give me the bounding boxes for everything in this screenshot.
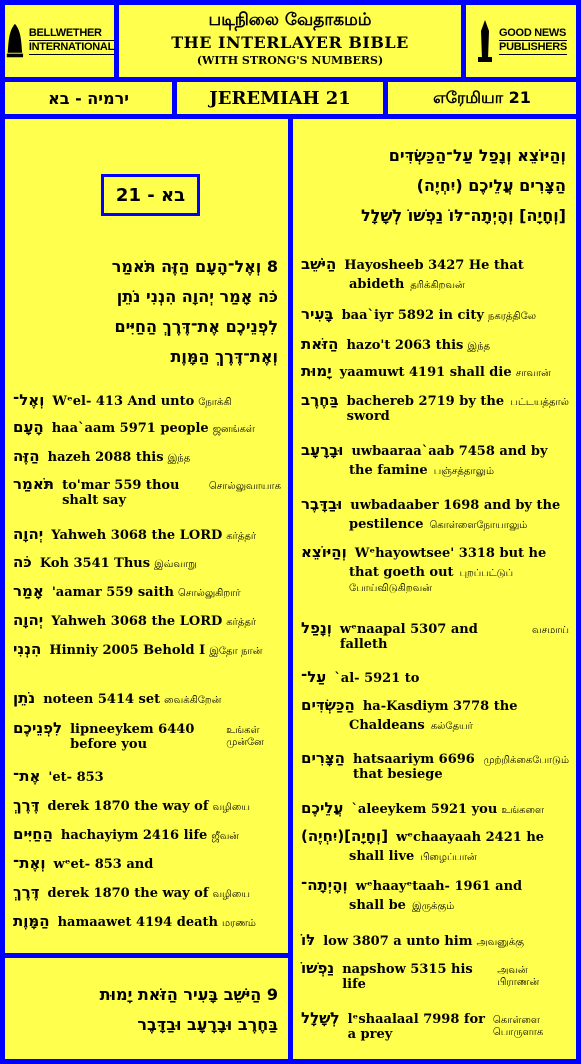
gloss-continued: shall be: [349, 898, 406, 913]
word-entry: [13, 767, 281, 785]
word-entry: [13, 912, 281, 930]
hebrew-word: הַצָּרִים: [301, 749, 345, 767]
word-entry: [301, 696, 569, 733]
hebrew-book-label: ירמיה - בא: [5, 82, 172, 114]
verse-line: לִפְנֵיכֶם אֶת־דֶּרֶךְ הַחַיִּים: [114, 317, 278, 336]
hebrew-word: יְהוָה: [13, 525, 44, 543]
hebrew-word: הִנְנִי: [13, 640, 42, 658]
word-entry: [13, 883, 281, 901]
tamil-gloss: உங்களை: [501, 805, 545, 816]
word-entry: [301, 362, 569, 380]
tamil-gloss: வழியை: [212, 889, 250, 900]
hebrew-word: וְאֶל־: [13, 391, 45, 409]
hebrew-word: הָעָם: [13, 418, 44, 436]
tamil-gloss: கொள்ளைநோயாலும்: [429, 520, 528, 531]
verse-line: וְהַיּוֹצֵא וְנָפַל עַל־הַכַּשְׂדִּים: [388, 146, 566, 165]
hebrew-word: אֶת־: [13, 767, 41, 785]
tamil-book-label: எரேமியா 21: [388, 82, 576, 114]
word-entry: [13, 640, 281, 658]
gloss-continued: shall live: [349, 849, 415, 864]
gloss: baa`iyr 5892 in city: [341, 308, 484, 323]
word-entry: [13, 475, 281, 508]
right-logo-line2: PUBLISHERS: [499, 41, 567, 53]
title-block: [119, 5, 461, 77]
gloss: ha-Kasdiym 3778 the: [362, 699, 518, 714]
gloss-continued: the famine: [349, 463, 428, 478]
left-logo-line1: BELLWETHER: [29, 27, 114, 41]
hebrew-word: הַמָּוֶת: [13, 912, 50, 930]
hebrew-word: בַּחֶרֶב: [301, 391, 339, 409]
hebrew-word: דֶּרֶךְ: [13, 796, 40, 814]
gloss: yaamuwt 4191 shall die: [339, 365, 512, 380]
hebrew-word: הַכַּשְׂדִּים: [301, 696, 355, 714]
tamil-gloss: பிழைப்பான்: [420, 852, 477, 863]
verse-line: [וְחָיָה] וְהָיְתָה־לּוֹ נַפְשׁוֹ לְשָׁלָל: [360, 206, 566, 225]
tamil-gloss: பட்டயத்தால்: [510, 397, 569, 408]
gloss: Koh 3541 Thus: [39, 556, 151, 571]
bell-icon: [5, 20, 25, 62]
word-entry: [13, 825, 281, 843]
hebrew-word: נֹתֵן: [13, 689, 36, 707]
tower-icon: [475, 19, 495, 63]
tamil-gloss: அவனுக்கு: [476, 937, 524, 948]
right-column: [293, 119, 576, 1059]
hebrew-word: (יִחְיֶה)[וְחָיָה]: [301, 827, 389, 845]
gloss: hatsaariym 6696 that besiege: [353, 752, 475, 782]
left-bottom-verse: [5, 958, 288, 1059]
word-entry: [13, 553, 281, 571]
tamil-gloss: வழியை: [212, 802, 250, 813]
tamil-gloss: சாவான்: [515, 368, 551, 379]
hebrew-word: וְהַיּוֹצֵא: [301, 543, 347, 561]
tamil-gloss: கர்த்தர்: [226, 531, 257, 542]
gloss: uwbaaraa`aab 7458 and by: [351, 444, 548, 459]
title-sub: (WITH STRONG'S NUMBERS): [196, 54, 384, 67]
tamil-gloss: புறப்பட்டுப் போய்விடுகிறவன்: [349, 568, 514, 594]
word-entry: [301, 959, 569, 992]
hebrew-word: הַיֹּשֵׁב: [301, 255, 337, 273]
word-entry: [301, 543, 569, 595]
verse-line: 8 וְאֶל־הָעָם הַזֶּה תֹּאמַר: [111, 257, 278, 276]
hebrew-word: כֹּה: [13, 553, 32, 571]
word-entry: [13, 525, 281, 543]
hebrew-word: עֲלֵיכֶם: [301, 799, 344, 817]
hebrew-word: לְשָׁלָל: [301, 1009, 340, 1027]
tamil-gloss: கொள்ளை பொருளாக: [492, 1015, 544, 1038]
verse-line: הַצָּרִים עֲלֵיכֶם (יִחְיֶה): [416, 176, 566, 195]
word-entry: [13, 582, 281, 600]
hebrew-word: לִפְנֵיכֶם: [13, 719, 63, 737]
tamil-gloss: இதோ நான்: [209, 646, 263, 657]
verse-8-hebrew: [8, 252, 278, 372]
hebrew-word: בָּעִיר: [301, 305, 334, 323]
gloss: hazeh 2088 this: [47, 450, 164, 465]
gloss: hazo't 2063 this: [346, 338, 464, 353]
tamil-gloss: சொல்லுவாயாக: [208, 481, 281, 492]
hebrew-word: עַל־: [301, 668, 327, 686]
gloss: Wᵉel- 413 And unto: [52, 394, 195, 409]
verse-line: 9 הַיֹּשֵׁב בָּעִיר הַזֹּאת יָמוּת: [99, 985, 278, 1004]
word-entry: [301, 1009, 569, 1042]
right-logo-line1: GOOD NEWS: [499, 27, 567, 39]
verse-9-continued-hebrew: [306, 141, 566, 231]
hebrew-word: וּבָרָעָב: [301, 441, 344, 459]
left-column: [5, 119, 288, 953]
word-entry: [13, 391, 281, 409]
tamil-gloss: தரிக்கிறவன்: [410, 280, 465, 291]
gloss: low 3807 a unto him: [323, 934, 473, 949]
hebrew-word: נַפְשׁוֹ: [301, 959, 335, 977]
gloss: Yahweh 3068 the LORD: [51, 528, 223, 543]
word-entry: [13, 796, 281, 814]
gloss-continued: that goeth out: [349, 565, 454, 580]
right-logo: [466, 5, 576, 77]
title-main: THE INTERLAYER BIBLE: [171, 33, 409, 52]
gloss: Hayosheeb 3427 He that: [344, 258, 524, 273]
word-entry: [301, 799, 569, 817]
word-entry: [13, 689, 281, 707]
gloss: uwbadaaber 1698 and by the: [350, 498, 561, 513]
word-entry: [301, 931, 569, 949]
verse-line: בַּחֶרֶב וּבָרָעָב וּבַדָּבֶר: [137, 1015, 278, 1034]
gloss: lᵉshaalaal 7998 for a prey: [347, 1012, 486, 1042]
tamil-gloss: பஞ்சத்தாலும்: [433, 466, 495, 477]
hebrew-word: וְנָפַל: [301, 619, 332, 637]
word-entry: [301, 749, 569, 782]
word-entry: [13, 418, 281, 436]
hebrew-word: וּבַדָּבֶר: [301, 495, 343, 513]
word-entry: [301, 876, 569, 913]
word-entry: [301, 827, 569, 864]
gloss: Yahweh 3068 the LORD: [51, 614, 223, 629]
word-entry: [13, 719, 281, 752]
word-entry: [301, 305, 569, 323]
hebrew-word: יְהוָה: [13, 611, 44, 629]
left-logo-line2: INTERNATIONAL: [28, 41, 114, 53]
hebrew-word: לּוֹ: [301, 931, 316, 949]
tamil-gloss: இவ்வாறு: [154, 559, 197, 570]
gloss: Hinniy 2005 Behold I: [49, 643, 206, 658]
gloss: hachayiym 2416 life: [60, 828, 208, 843]
tamil-gloss: மரணம்: [221, 918, 256, 929]
title-tamil: படிநிலை வேதாகமம்: [208, 10, 372, 30]
tamil-gloss: கல்தேயர்: [430, 721, 473, 732]
verse-line: כֹּה אָמַר יְהוָה הִנְנִי נֹתֵן: [116, 287, 278, 306]
gloss: 'et- 853: [48, 770, 104, 785]
hebrew-word: דֶּרֶךְ: [13, 883, 40, 901]
gloss: lipneeykem 6440 before you: [70, 722, 195, 752]
tamil-gloss: வைக்கிறேன்: [164, 695, 222, 706]
english-book-label: JEREMIAH 21: [177, 82, 383, 114]
gloss: Wᵉhayowtsee' 3318 but he: [354, 546, 547, 561]
hebrew-word: הַחַיִּים: [13, 825, 53, 843]
tamil-gloss: சொல்லுகிறார்: [178, 588, 241, 599]
word-entry: [13, 447, 281, 465]
hebrew-word: וְהָיְתָה־: [301, 876, 348, 894]
verse-9-hebrew: [8, 980, 278, 1040]
word-entry: [301, 668, 569, 686]
gloss: hamaawet 4194 death: [57, 915, 218, 930]
gloss: `aleeykem 5921 you: [351, 802, 498, 817]
hebrew-word: תֹּאמַר: [13, 475, 55, 493]
left-logo: [5, 5, 114, 77]
tamil-gloss: இந்த: [467, 341, 491, 352]
word-entry: [301, 335, 569, 353]
tamil-gloss: முற்றிக்கைபோடும்: [483, 755, 569, 766]
gloss: derek 1870 the way of: [47, 886, 209, 901]
gloss: wᵉhaayᵉtaah- 1961 and: [355, 879, 523, 894]
hebrew-word: יָמוּת: [301, 362, 332, 380]
word-entry: [301, 391, 569, 424]
word-entry: [301, 495, 569, 532]
gloss: napshow 5315 his life: [342, 962, 473, 992]
gloss: `al- 5921 to: [334, 671, 420, 686]
gloss-continued: pestilence: [349, 517, 424, 532]
gloss-continued: Chaldeans: [349, 718, 425, 733]
tamil-gloss: ஜீவன்: [211, 831, 239, 842]
tamil-gloss: வசமாய்: [532, 625, 569, 636]
gloss: noteen 5414 set: [43, 692, 161, 707]
word-entry: [301, 441, 569, 478]
hebrew-word: וְאֶת־: [13, 854, 46, 872]
gloss: to'mar 559 thou shalt say: [62, 478, 180, 508]
hebrew-word: הַזֹּאת: [301, 335, 339, 353]
word-entry: [301, 255, 569, 292]
tamil-gloss: நகரத்திலே: [487, 311, 537, 322]
tamil-gloss: நோக்கி: [198, 397, 232, 408]
gloss: 'aamar 559 saith: [51, 585, 174, 600]
gloss: haa`aam 5971 people: [51, 421, 209, 436]
word-entry: [301, 619, 569, 652]
tamil-gloss: கர்த்தர்: [226, 617, 257, 628]
tamil-gloss: உங்கள் முன்னே: [226, 725, 264, 748]
gloss: wᵉet- 853 and: [53, 857, 154, 872]
chapter-badge: בא - 21: [101, 174, 200, 216]
tamil-gloss: ஜனங்கள்: [212, 424, 255, 435]
hebrew-word: הַזֶּה: [13, 447, 40, 465]
gloss: derek 1870 the way of: [47, 799, 209, 814]
hebrew-word: אָמַר: [13, 582, 44, 600]
gloss: bachereb 2719 by the sword: [346, 394, 505, 424]
verse-line: וְאֶת־דֶּרֶךְ הַמָּוֶת: [170, 347, 278, 366]
word-entry: [13, 854, 281, 872]
tamil-gloss: இந்த: [167, 453, 191, 464]
tamil-gloss: அவன் பிராணன்: [497, 965, 540, 988]
tamil-gloss: இருக்கும்: [411, 901, 455, 912]
word-entry: [13, 611, 281, 629]
gloss: wᵉnaapal 5307 and falleth: [339, 622, 478, 652]
gloss-continued: abideth: [349, 277, 405, 292]
gloss: wᵉchaayaah 2421 he: [396, 830, 545, 845]
